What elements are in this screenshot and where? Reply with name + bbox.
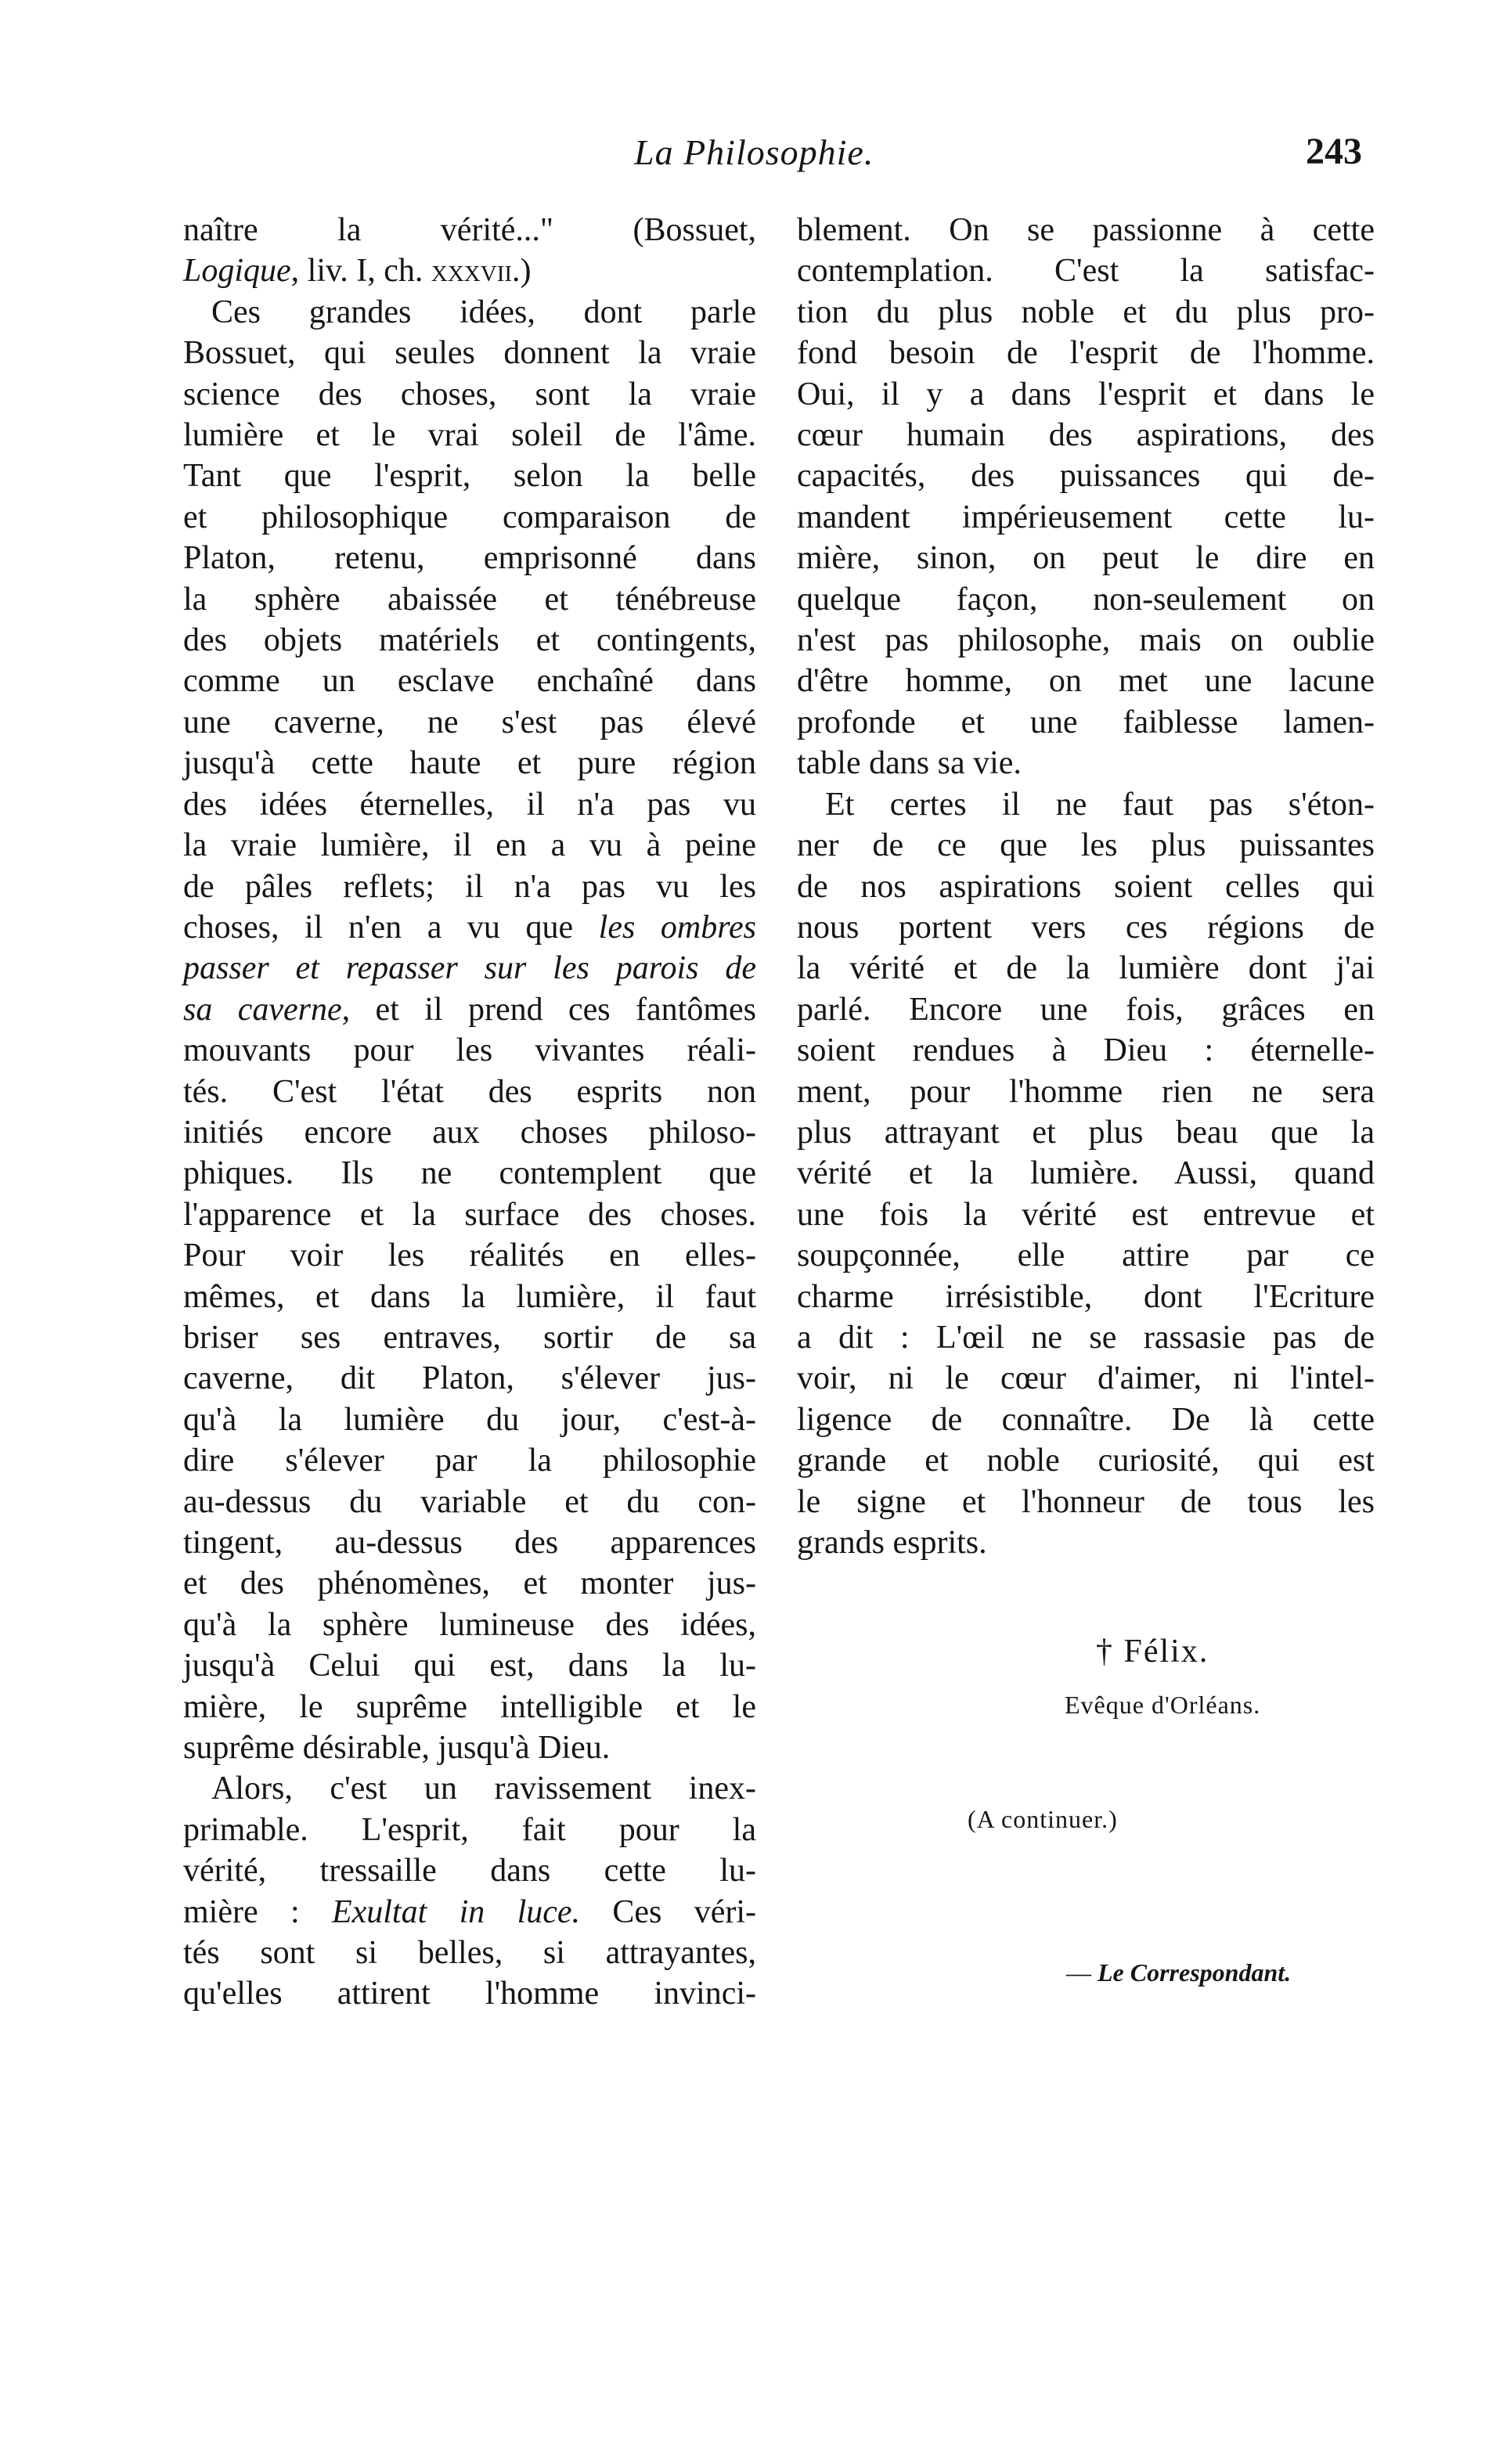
- text-line: caverne, dit Platon, s'élever jus-: [183, 1360, 756, 1397]
- text-line: Pour voir les réalités en elles-: [183, 1237, 756, 1274]
- text-line: la sphère abaissée et ténébreuse: [183, 581, 756, 618]
- text-line: primable. L'esprit, fait pour la: [183, 1811, 756, 1848]
- text-line: initiés encore aux choses philoso-: [183, 1114, 756, 1151]
- text-line: Oui, il y a dans l'esprit et dans le: [797, 376, 1375, 412]
- text-line: de nos aspirations soient celles qui: [797, 868, 1375, 905]
- text-line: profonde et une faiblesse lamen-: [797, 704, 1375, 740]
- text-line: science des choses, sont la vraie: [183, 376, 756, 412]
- text-line: tés sont si belles, si attrayantes,: [183, 1935, 756, 1972]
- text-line: vérité et la lumière. Aussi, quand: [797, 1155, 1375, 1192]
- text-line: fond besoin de l'esprit de l'homme.: [797, 335, 1375, 372]
- text-line: d'être homme, on met une lacune: [797, 663, 1375, 700]
- text-line: [183, 948, 756, 989]
- text-line: Et certes il ne faut pas s'éton-: [825, 786, 1375, 823]
- text-line: mière : Exultat in luce. Ces véri-: [183, 1893, 756, 1930]
- text-line: grands esprits.: [797, 1525, 987, 1561]
- text-line: mouvants pour les vivantes réali-: [183, 1032, 756, 1069]
- text-line: ner de ce que les plus puissantes: [797, 827, 1375, 864]
- text-line: table dans sa vie.: [797, 745, 1022, 782]
- text-line: qu'à la sphère lumineuse des idées,: [183, 1606, 756, 1643]
- text-line: le signe et l'honneur de tous les: [797, 1483, 1375, 1520]
- text-line: la vraie lumière, il en a vu à peine: [183, 827, 756, 864]
- source-attribution: [1066, 1958, 1379, 1987]
- text-line: blement. On se passionne à cette: [797, 212, 1375, 248]
- text-line: comme un esclave enchaîné dans: [183, 663, 756, 700]
- text-line: vérité, tressaille dans cette lu-: [183, 1853, 756, 1889]
- text-line: Alors, c'est un ravissement inex-: [211, 1771, 756, 1807]
- text-line: la vérité et de la lumière dont j'ai: [797, 950, 1375, 987]
- text-line: mière, sinon, on peut le dire en: [797, 540, 1375, 577]
- left-text-column: [183, 210, 756, 2015]
- italic-text: passer et repasser sur les parois de: [183, 950, 756, 987]
- text-line: tion du plus noble et du plus pro-: [797, 294, 1375, 330]
- text-line: dire s'élever par la philosophie: [183, 1443, 756, 1479]
- text-line: et philosophique comparaison de: [183, 499, 756, 535]
- text-line: soupçonnée, elle attire par ce: [797, 1237, 1375, 1274]
- signature-title: Evêque d'Orléans.: [1065, 1691, 1261, 1719]
- text-line: voir, ni le cœur d'aimer, ni l'intel-: [797, 1360, 1375, 1397]
- text-line: des idées éternelles, il n'a pas vu: [183, 786, 756, 823]
- text-line: a dit : L'œil ne se rassasie pas de: [797, 1319, 1375, 1356]
- text-line: jusqu'à Celui qui est, dans la lu-: [183, 1648, 756, 1684]
- text-line: jusqu'à cette haute et pure région: [183, 745, 756, 782]
- text-line: n'est pas philosophe, mais on oublie: [797, 622, 1375, 659]
- text-line: mandent impérieusement cette lu-: [797, 499, 1375, 535]
- text-line: plus attrayant et plus beau que la: [797, 1114, 1375, 1151]
- text-line: naître la vérité..." (Bossuet,: [183, 212, 756, 248]
- running-title: La Philosophie.: [634, 132, 874, 172]
- italic-text: Exultat in luce.: [331, 1893, 581, 1930]
- italic-text: sa caverne: [183, 991, 342, 1028]
- text-line: Bossuet, qui seules donnent la vraie: [183, 335, 756, 372]
- text-line: soient rendues à Dieu : éternelle-: [797, 1032, 1375, 1069]
- text-line: contemplation. C'est la satisfac-: [797, 253, 1375, 290]
- source-name: Le Correspondant.: [1098, 1958, 1292, 1987]
- text-line: tés. C'est l'état des esprits non: [183, 1073, 756, 1110]
- italic-text: Logique: [183, 253, 291, 290]
- source-dash: —: [1066, 1958, 1091, 1987]
- text-line: ligence de connaître. De là cette: [797, 1401, 1375, 1438]
- text-line: Logique, liv. I, ch. xxxvii.): [183, 253, 532, 290]
- text-line: ment, pour l'homme rien ne sera: [797, 1073, 1375, 1110]
- text-line: de pâles reflets; il n'a pas vu les: [183, 868, 756, 905]
- text-line: qu'à la lumière du jour, c'est-à-: [183, 1401, 756, 1438]
- text-line: capacités, des puissances qui de-: [797, 458, 1375, 495]
- text-line: choses, il n'en a vu que les ombres: [183, 909, 756, 946]
- text-line: qu'elles attirent l'homme invinci-: [183, 1976, 756, 2012]
- text-line: sa caverne, et il prend ces fantômes: [183, 991, 756, 1028]
- continued-note: (A continuer.): [968, 1805, 1118, 1833]
- right-text-column: [797, 210, 1375, 1563]
- text-line: une caverne, ne s'est pas élevé: [183, 704, 756, 740]
- italic-text: les ombres: [598, 909, 756, 946]
- text-line: suprême désirable, jusqu'à Dieu.: [183, 1730, 611, 1767]
- text-line: l'apparence et la surface des choses.: [183, 1196, 756, 1233]
- text-line: grande et noble curiosité, qui est: [797, 1443, 1375, 1479]
- text-line: mêmes, et dans la lumière, il faut: [183, 1278, 756, 1315]
- text-line: des objets matériels et contingents,: [183, 622, 756, 659]
- text-line: au-dessus du variable et du con-: [183, 1483, 756, 1520]
- text-line: Platon, retenu, emprisonné dans: [183, 540, 756, 577]
- text-line: phiques. Ils ne contemplent que: [183, 1155, 756, 1192]
- text-line: quelque façon, non-seulement on: [797, 581, 1375, 618]
- text-line: et des phénomènes, et monter jus-: [183, 1565, 756, 1602]
- text-line: cœur humain des aspirations, des: [797, 417, 1375, 454]
- text-line: Tant que l'esprit, selon la belle: [183, 458, 756, 495]
- text-line: charme irrésistible, dont l'Ecriture: [797, 1278, 1375, 1315]
- text-line: lumière et le vrai soleil de l'âme.: [183, 417, 756, 454]
- text-line: briser ses entraves, sortir de sa: [183, 1319, 756, 1356]
- text-line: Ces grandes idées, dont parle: [211, 294, 756, 330]
- text-line: tingent, au-dessus des apparences: [183, 1525, 756, 1561]
- text-line: une fois la vérité est entrevue et: [797, 1196, 1375, 1233]
- signature-name: † Félix.: [1096, 1634, 1209, 1670]
- text-line: mière, le suprême intelligible et le: [183, 1688, 756, 1725]
- page-number: 243: [1306, 131, 1362, 172]
- text-line: nous portent vers ces régions de: [797, 909, 1375, 946]
- text-line: parlé. Encore une fois, grâces en: [797, 991, 1375, 1028]
